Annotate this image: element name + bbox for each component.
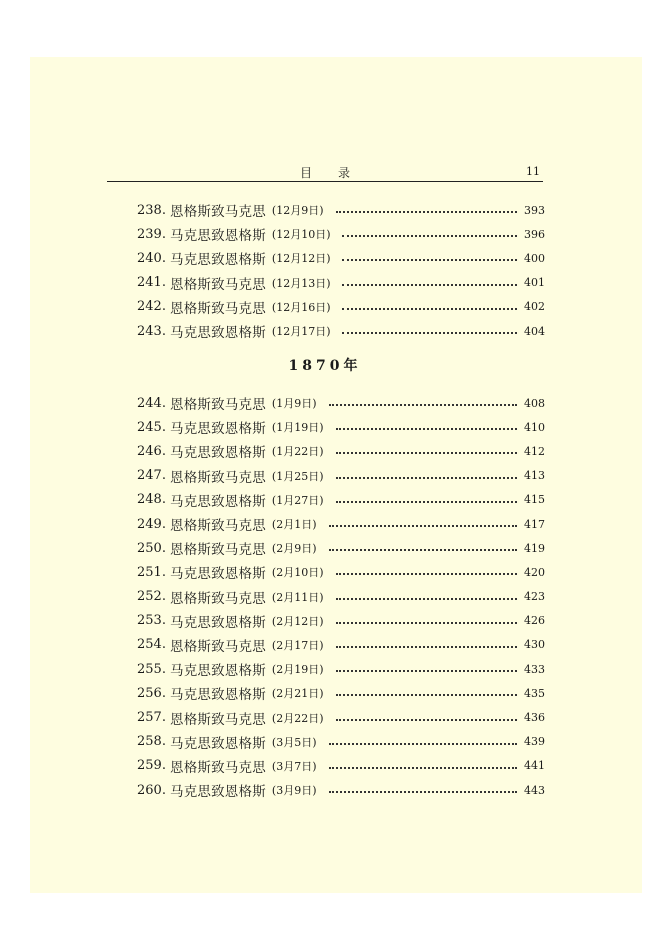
entry-title: 恩格斯致马克思 [170, 542, 266, 559]
entry-date: (1月22日) [271, 445, 324, 459]
entry-page-number: 435 [524, 686, 545, 700]
entry-number: 241. [137, 275, 166, 291]
dot-leader [329, 767, 518, 769]
entry-number: 242. [137, 299, 166, 315]
entry-number: 248. [137, 492, 166, 508]
entry-page-number: 443 [524, 783, 545, 797]
entry-number: 256. [137, 685, 166, 701]
entry-date: (3月5日) [271, 735, 317, 749]
entry-date: (2月12日) [271, 614, 324, 628]
entry-number: 258. [137, 734, 166, 750]
entry-date: (3月9日) [271, 784, 317, 798]
entry-number: 259. [137, 758, 166, 774]
dot-leader [336, 670, 518, 672]
entry-page-number: 439 [524, 735, 545, 749]
entry-number: 245. [137, 419, 166, 435]
entry-title: 马克思致恩格斯 [170, 687, 266, 704]
toc-entry [137, 488, 545, 512]
entry-date: (1月27日) [271, 493, 324, 507]
entry-page-number: 408 [524, 396, 545, 410]
entry-page-number: 419 [524, 541, 545, 555]
entry-title: 马克思致恩格斯 [170, 445, 266, 462]
year-heading: 1870年 [288, 358, 362, 374]
entry-title: 马克思致恩格斯 [170, 663, 266, 680]
toc-entry [137, 705, 545, 729]
dot-leader [342, 308, 517, 310]
entry-title: 恩格斯致马克思 [170, 300, 266, 317]
entry-title: 马克思致恩格斯 [170, 566, 266, 583]
dot-leader [336, 428, 518, 430]
entry-date: (1月19日) [271, 421, 324, 435]
entry-number: 244. [137, 395, 166, 411]
entry-date: (2月1日) [271, 518, 317, 532]
entry-page-number: 412 [524, 444, 545, 458]
toc-entry [137, 560, 545, 584]
toc-list-1869 [137, 198, 545, 343]
entry-title: 恩格斯致马克思 [170, 276, 266, 293]
toc-entry [137, 633, 545, 657]
entry-title: 恩格斯致马克思 [170, 759, 266, 776]
toc-entry [137, 778, 545, 802]
entry-page-number: 417 [524, 517, 545, 531]
toc-entry [137, 536, 545, 560]
entry-page-number: 402 [524, 300, 545, 314]
dot-leader [336, 694, 518, 696]
entry-title: 恩格斯致马克思 [170, 590, 266, 607]
toc-entry [137, 295, 545, 319]
entry-date: (12月9日) [271, 204, 324, 218]
toc-entry [137, 681, 545, 705]
dot-leader [336, 646, 518, 648]
entry-number: 249. [137, 516, 166, 532]
dot-leader [342, 235, 517, 237]
entry-date: (2月21日) [271, 687, 324, 701]
entry-page-number: 436 [524, 711, 545, 725]
entry-page-number: 396 [524, 227, 545, 241]
entry-title: 恩格斯致马克思 [170, 638, 266, 655]
entry-number: 251. [137, 564, 166, 580]
dot-leader [336, 477, 518, 479]
dot-leader [329, 743, 518, 745]
dot-leader [329, 525, 518, 527]
toc-entry [137, 585, 545, 609]
entry-page-number: 393 [524, 203, 545, 217]
entry-date: (2月9日) [271, 542, 317, 556]
toc-entry [137, 271, 545, 295]
toc-entry [137, 319, 545, 343]
entry-date: (12月13日) [271, 276, 331, 290]
entry-title: 马克思致恩格斯 [170, 228, 266, 245]
toc-entry [137, 246, 545, 270]
entry-page-number: 420 [524, 565, 545, 579]
entry-page-number: 400 [524, 251, 545, 265]
dot-leader [336, 598, 518, 600]
entry-page-number: 413 [524, 469, 545, 483]
entry-page-number: 404 [524, 324, 545, 338]
entry-title: 马克思致恩格斯 [170, 735, 266, 752]
entry-title: 马克思致恩格斯 [170, 421, 266, 438]
dot-leader [336, 622, 518, 624]
entry-number: 238. [137, 202, 166, 218]
entry-page-number: 426 [524, 614, 545, 628]
entry-number: 247. [137, 468, 166, 484]
dot-leader [329, 791, 518, 793]
entry-page-number: 410 [524, 420, 545, 434]
entry-number: 254. [137, 637, 166, 653]
entry-page-number: 430 [524, 638, 545, 652]
toc-entry [137, 391, 545, 415]
toc-entry [137, 464, 545, 488]
toc-entry [137, 415, 545, 439]
entry-title: 恩格斯致马克思 [170, 469, 266, 486]
entry-date: (12月12日) [271, 252, 331, 266]
entry-number: 246. [137, 443, 166, 459]
entry-date: (2月11日) [271, 590, 324, 604]
dot-leader [342, 259, 517, 261]
entry-date: (1月9日) [271, 397, 317, 411]
toc-entry [137, 609, 545, 633]
entry-number: 240. [137, 250, 166, 266]
header-title: 目录 [299, 166, 376, 180]
dot-leader [336, 719, 518, 721]
entry-number: 260. [137, 782, 166, 798]
entry-date: (12月17日) [271, 325, 331, 339]
entry-title: 马克思致恩格斯 [170, 325, 266, 342]
entry-title: 恩格斯致马克思 [170, 711, 266, 728]
entry-date: (2月22日) [271, 711, 324, 725]
entry-title: 马克思致恩格斯 [170, 493, 266, 510]
entry-title: 恩格斯致马克思 [170, 518, 266, 535]
entry-date: (3月7日) [271, 759, 317, 773]
toc-entry [137, 754, 545, 778]
entry-number: 253. [137, 613, 166, 629]
header-page-number: 11 [526, 165, 540, 178]
dot-leader [329, 404, 518, 406]
toc-entry [137, 222, 545, 246]
toc-entry [137, 730, 545, 754]
entry-number: 239. [137, 226, 166, 242]
entry-number: 252. [137, 589, 166, 605]
entry-date: (2月17日) [271, 638, 324, 652]
entry-title: 马克思致恩格斯 [170, 784, 266, 801]
entry-page-number: 423 [524, 590, 545, 604]
entry-title: 马克思致恩格斯 [170, 252, 266, 269]
dot-leader [329, 549, 518, 551]
entry-title: 马克思致恩格斯 [170, 614, 266, 631]
entry-page-number: 401 [524, 276, 545, 290]
entry-title: 恩格斯致马克思 [170, 397, 266, 414]
dot-leader [336, 501, 518, 503]
entry-date: (12月10日) [271, 228, 331, 242]
dot-leader [342, 284, 517, 286]
entry-number: 243. [137, 323, 166, 339]
dot-leader [336, 452, 518, 454]
dot-leader [342, 332, 517, 334]
entry-date: (12月16日) [271, 300, 331, 314]
toc-entry [137, 512, 545, 536]
dot-leader [336, 211, 518, 213]
entry-number: 257. [137, 710, 166, 726]
dot-leader [336, 573, 518, 575]
toc-entry [137, 657, 545, 681]
entry-title: 恩格斯致马克思 [170, 204, 266, 221]
entry-date: (2月19日) [271, 663, 324, 677]
toc-list-1870 [137, 391, 545, 802]
entry-page-number: 441 [524, 759, 545, 773]
entry-number: 250. [137, 540, 166, 556]
entry-number: 255. [137, 661, 166, 677]
running-header [107, 161, 543, 182]
toc-entry [137, 198, 545, 222]
entry-date: (2月10日) [271, 566, 324, 580]
entry-date: (1月25日) [271, 469, 324, 483]
entry-page-number: 415 [524, 493, 545, 507]
entry-page-number: 433 [524, 662, 545, 676]
toc-entry [137, 439, 545, 463]
